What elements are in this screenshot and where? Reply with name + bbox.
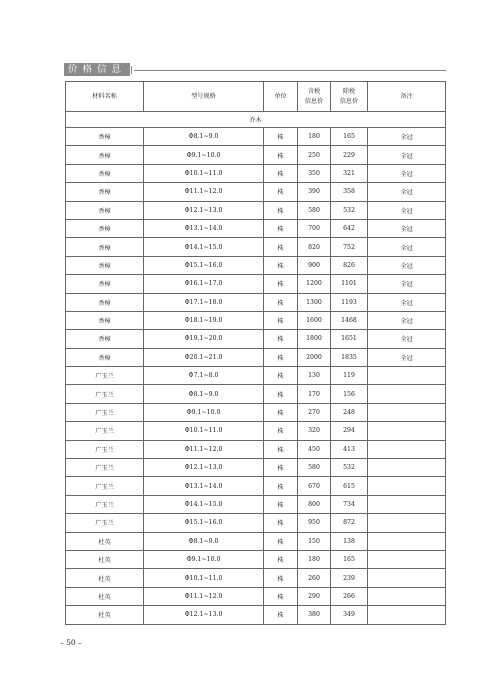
- cell-spec: Φ10.1~11.0: [144, 164, 264, 182]
- cell-name: 杜英: [66, 606, 144, 624]
- cell-spec: Φ10.1~11.0: [144, 569, 264, 587]
- cell-name: 杜英: [66, 550, 144, 568]
- cell-tax-excl: 165: [331, 128, 368, 146]
- cell-tax-incl: 320: [298, 422, 331, 440]
- col-header-tax-excl: [331, 82, 368, 112]
- header-divider-tick: [131, 66, 132, 74]
- category-label: 乔木: [66, 112, 446, 128]
- table-row: [66, 367, 446, 385]
- cell-tax-incl: 580: [298, 459, 331, 477]
- cell-tax-incl: 700: [298, 219, 331, 237]
- cell-remark: 全冠: [368, 219, 446, 237]
- cell-tax-incl: 1300: [298, 293, 331, 311]
- section-title: 价格信息: [64, 63, 130, 76]
- cell-remark: [368, 569, 446, 587]
- cell-unit: 株: [264, 183, 298, 201]
- table-row: [66, 293, 446, 311]
- cell-tax-excl: 349: [331, 606, 368, 624]
- cell-tax-excl: 248: [331, 403, 368, 421]
- cell-tax-excl: 615: [331, 477, 368, 495]
- col-header-tax-excl-line1: 除税: [342, 87, 356, 95]
- table-row: [66, 532, 446, 550]
- cell-name: 香樟: [66, 201, 144, 219]
- cell-tax-excl: 1101: [331, 275, 368, 293]
- cell-remark: [368, 514, 446, 532]
- cell-name: 杜英: [66, 569, 144, 587]
- cell-name: 香樟: [66, 146, 144, 164]
- cell-name: 香樟: [66, 311, 144, 329]
- cell-tax-excl: 872: [331, 514, 368, 532]
- cell-unit: 株: [264, 385, 298, 403]
- cell-tax-incl: 270: [298, 403, 331, 421]
- cell-remark: 全冠: [368, 256, 446, 274]
- cell-tax-excl: 734: [331, 495, 368, 513]
- cell-unit: 株: [264, 311, 298, 329]
- table-row: [66, 569, 446, 587]
- cell-spec: Φ8.1~9.0: [144, 128, 264, 146]
- cell-tax-incl: 130: [298, 367, 331, 385]
- cell-unit: 株: [264, 459, 298, 477]
- cell-tax-incl: 350: [298, 164, 331, 182]
- cell-tax-incl: 580: [298, 201, 331, 219]
- cell-name: 广玉兰: [66, 422, 144, 440]
- cell-name: 杜英: [66, 587, 144, 605]
- cell-name: 广玉兰: [66, 385, 144, 403]
- cell-tax-excl: 266: [331, 587, 368, 605]
- cell-spec: Φ7.1~8.0: [144, 367, 264, 385]
- cell-spec: Φ18.1~19.0: [144, 311, 264, 329]
- cell-tax-excl: 321: [331, 164, 368, 182]
- cell-remark: [368, 587, 446, 605]
- table-row: [66, 587, 446, 605]
- cell-unit: 株: [264, 256, 298, 274]
- cell-spec: Φ8.1~9.0: [144, 532, 264, 550]
- cell-tax-incl: 670: [298, 477, 331, 495]
- cell-name: 广玉兰: [66, 477, 144, 495]
- cell-name: 香樟: [66, 219, 144, 237]
- col-header-tax-incl-line1: 含税: [307, 87, 321, 95]
- col-header-spec: 型号规格: [144, 82, 264, 112]
- cell-spec: Φ10.1~11.0: [144, 422, 264, 440]
- cell-tax-excl: 1651: [331, 330, 368, 348]
- col-header-remark: 备注: [368, 82, 446, 112]
- cell-unit: 株: [264, 477, 298, 495]
- cell-unit: 株: [264, 514, 298, 532]
- table-row: [66, 385, 446, 403]
- cell-unit: 株: [264, 440, 298, 458]
- cell-tax-incl: 1200: [298, 275, 331, 293]
- table-row: [66, 164, 446, 182]
- cell-tax-excl: 119: [331, 367, 368, 385]
- cell-spec: Φ11.1~12.0: [144, 587, 264, 605]
- cell-tax-excl: 294: [331, 422, 368, 440]
- col-header-unit: 单位: [264, 82, 298, 112]
- cell-name: 香樟: [66, 128, 144, 146]
- table-row: [66, 256, 446, 274]
- cell-tax-incl: 1600: [298, 311, 331, 329]
- cell-tax-excl: 413: [331, 440, 368, 458]
- cell-unit: 株: [264, 330, 298, 348]
- cell-tax-excl: 229: [331, 146, 368, 164]
- cell-remark: [368, 477, 446, 495]
- cell-spec: Φ9.1~10.0: [144, 146, 264, 164]
- cell-tax-excl: 138: [331, 532, 368, 550]
- cell-tax-incl: 150: [298, 532, 331, 550]
- cell-remark: [368, 495, 446, 513]
- table-row: [66, 514, 446, 532]
- cell-tax-incl: 1800: [298, 330, 331, 348]
- cell-name: 香樟: [66, 330, 144, 348]
- cell-spec: Φ8.1~9.0: [144, 385, 264, 403]
- cell-spec: Φ9.1~10.0: [144, 550, 264, 568]
- table-row: [66, 201, 446, 219]
- table-row: [66, 606, 446, 624]
- cell-unit: 株: [264, 367, 298, 385]
- cell-spec: Φ14.1~15.0: [144, 495, 264, 513]
- cell-tax-excl: 1468: [331, 311, 368, 329]
- cell-tax-excl: 752: [331, 238, 368, 256]
- col-header-tax-incl: [298, 82, 331, 112]
- cell-name: 广玉兰: [66, 495, 144, 513]
- cell-tax-excl: 156: [331, 385, 368, 403]
- cell-tax-incl: 390: [298, 183, 331, 201]
- table-row: [66, 403, 446, 421]
- cell-remark: 全冠: [368, 128, 446, 146]
- table-row: [66, 440, 446, 458]
- table-row: [66, 495, 446, 513]
- cell-spec: Φ9.1~10.0: [144, 403, 264, 421]
- cell-unit: 株: [264, 606, 298, 624]
- header-rule: [134, 70, 446, 71]
- cell-spec: Φ12.1~13.0: [144, 606, 264, 624]
- cell-tax-excl: 642: [331, 219, 368, 237]
- cell-remark: [368, 403, 446, 421]
- cell-remark: 全冠: [368, 164, 446, 182]
- table-row: [66, 330, 446, 348]
- cell-unit: 株: [264, 495, 298, 513]
- table-row: [66, 459, 446, 477]
- table-row: [66, 128, 446, 146]
- cell-remark: [368, 440, 446, 458]
- table-row: [66, 311, 446, 329]
- cell-name: 香樟: [66, 256, 144, 274]
- cell-tax-incl: 820: [298, 238, 331, 256]
- cell-remark: [368, 367, 446, 385]
- table-row: [66, 550, 446, 568]
- col-header-tax-excl-line2: 信息价: [339, 97, 359, 105]
- table-header-row: [66, 82, 446, 112]
- cell-spec: Φ17.1~18.0: [144, 293, 264, 311]
- cell-name: 香樟: [66, 164, 144, 182]
- col-header-tax-incl-line2: 信息价: [304, 97, 324, 105]
- cell-name: 香樟: [66, 238, 144, 256]
- cell-remark: 全冠: [368, 238, 446, 256]
- cell-unit: 株: [264, 201, 298, 219]
- cell-spec: Φ11.1~12.0: [144, 183, 264, 201]
- cell-unit: 株: [264, 348, 298, 366]
- cell-tax-excl: 826: [331, 256, 368, 274]
- cell-remark: 全冠: [368, 330, 446, 348]
- cell-unit: 株: [264, 275, 298, 293]
- table-row: [66, 275, 446, 293]
- cell-tax-incl: 170: [298, 385, 331, 403]
- cell-tax-incl: 950: [298, 514, 331, 532]
- cell-spec: Φ14.1~15.0: [144, 238, 264, 256]
- cell-name: 广玉兰: [66, 403, 144, 421]
- cell-tax-incl: 180: [298, 128, 331, 146]
- price-table: [65, 81, 446, 625]
- cell-unit: 株: [264, 164, 298, 182]
- category-row: [66, 112, 446, 128]
- cell-tax-excl: 1193: [331, 293, 368, 311]
- cell-remark: [368, 459, 446, 477]
- table-row: [66, 146, 446, 164]
- cell-remark: 全冠: [368, 183, 446, 201]
- cell-remark: [368, 606, 446, 624]
- cell-name: 杜英: [66, 532, 144, 550]
- cell-tax-incl: 250: [298, 146, 331, 164]
- table-row: [66, 422, 446, 440]
- cell-unit: 株: [264, 146, 298, 164]
- cell-name: 广玉兰: [66, 514, 144, 532]
- cell-unit: 株: [264, 422, 298, 440]
- page-number: – 50 –: [60, 638, 82, 647]
- table-row: [66, 477, 446, 495]
- cell-unit: 株: [264, 238, 298, 256]
- cell-spec: Φ11.1~12.0: [144, 440, 264, 458]
- cell-remark: [368, 385, 446, 403]
- cell-spec: Φ12.1~13.0: [144, 459, 264, 477]
- cell-tax-excl: 532: [331, 201, 368, 219]
- cell-tax-incl: 800: [298, 495, 331, 513]
- table-row: [66, 348, 446, 366]
- cell-name: 香樟: [66, 293, 144, 311]
- cell-spec: Φ13.1~14.0: [144, 219, 264, 237]
- cell-spec: Φ19.1~20.0: [144, 330, 264, 348]
- cell-name: 广玉兰: [66, 367, 144, 385]
- cell-remark: 全冠: [368, 201, 446, 219]
- cell-name: 香樟: [66, 275, 144, 293]
- cell-unit: 株: [264, 219, 298, 237]
- cell-spec: Φ20.1~21.0: [144, 348, 264, 366]
- cell-remark: 全冠: [368, 146, 446, 164]
- cell-unit: 株: [264, 128, 298, 146]
- cell-tax-incl: 2000: [298, 348, 331, 366]
- cell-remark: [368, 550, 446, 568]
- cell-name: 广玉兰: [66, 459, 144, 477]
- cell-remark: [368, 422, 446, 440]
- cell-remark: [368, 532, 446, 550]
- cell-unit: 株: [264, 532, 298, 550]
- table-row: [66, 238, 446, 256]
- cell-unit: 株: [264, 569, 298, 587]
- cell-tax-incl: 380: [298, 606, 331, 624]
- cell-tax-excl: 358: [331, 183, 368, 201]
- cell-name: 广玉兰: [66, 440, 144, 458]
- cell-unit: 株: [264, 293, 298, 311]
- cell-tax-incl: 180: [298, 550, 331, 568]
- col-header-name: 材料名称: [66, 82, 144, 112]
- cell-spec: Φ12.1~13.0: [144, 201, 264, 219]
- table-row: [66, 219, 446, 237]
- cell-unit: 株: [264, 403, 298, 421]
- cell-remark: 全冠: [368, 348, 446, 366]
- cell-tax-excl: 165: [331, 550, 368, 568]
- cell-name: 香樟: [66, 348, 144, 366]
- cell-tax-incl: 900: [298, 256, 331, 274]
- table-row: [66, 183, 446, 201]
- cell-remark: 全冠: [368, 311, 446, 329]
- cell-tax-excl: 1835: [331, 348, 368, 366]
- cell-tax-incl: 260: [298, 569, 331, 587]
- cell-unit: 株: [264, 587, 298, 605]
- cell-tax-incl: 450: [298, 440, 331, 458]
- cell-remark: 全冠: [368, 275, 446, 293]
- cell-tax-excl: 532: [331, 459, 368, 477]
- cell-tax-incl: 290: [298, 587, 331, 605]
- cell-name: 香樟: [66, 183, 144, 201]
- cell-spec: Φ15.1~16.0: [144, 514, 264, 532]
- cell-unit: 株: [264, 550, 298, 568]
- cell-spec: Φ16.1~17.0: [144, 275, 264, 293]
- cell-tax-excl: 239: [331, 569, 368, 587]
- cell-spec: Φ13.1~14.0: [144, 477, 264, 495]
- cell-remark: 全冠: [368, 293, 446, 311]
- cell-spec: Φ15.1~16.0: [144, 256, 264, 274]
